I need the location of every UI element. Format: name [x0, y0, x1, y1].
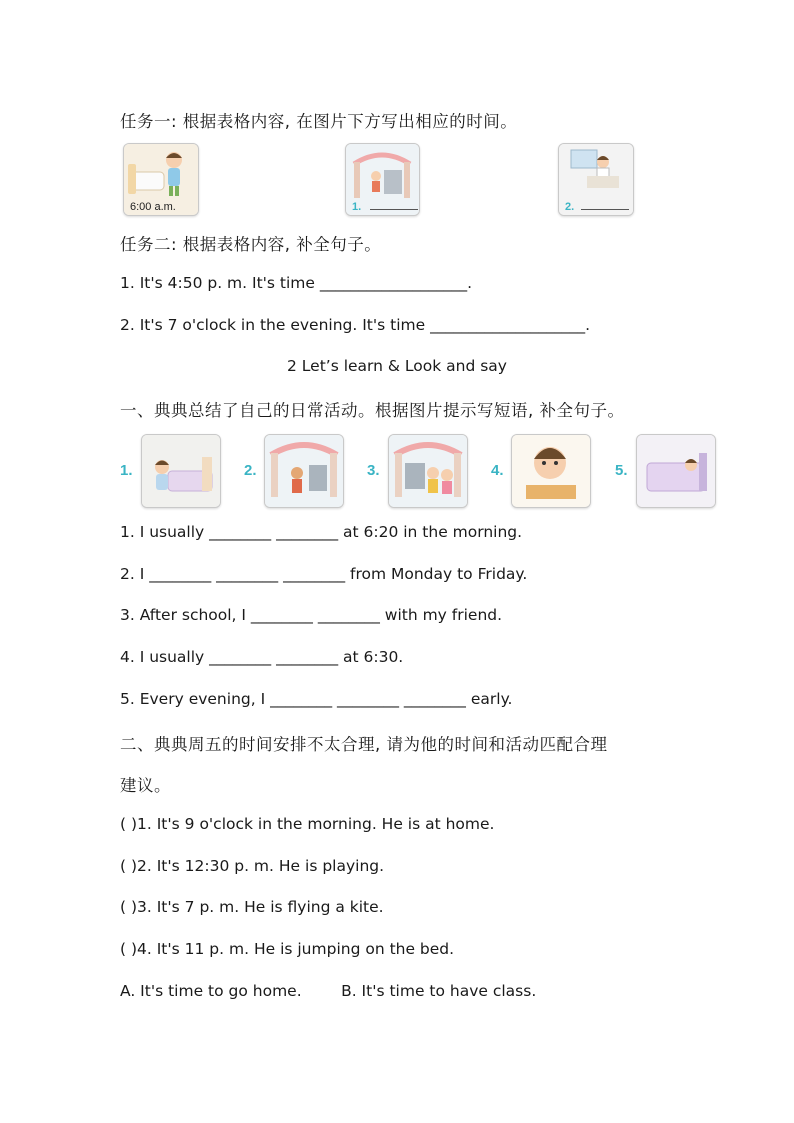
part1-sentence: 2. I ________ ________ ________ from Monday to Friday.: [120, 565, 528, 583]
part2-item: ( )4. It's 11 p. m. He is jumping on the bed.: [120, 940, 455, 958]
part2-title: 二、典典周五的时间安排不太合理, 请为他的时间和活动匹配合理: [120, 735, 608, 754]
task1-title: 任务一: 根据表格内容, 在图片下方写出相应的时间。: [120, 112, 518, 131]
picture-eat-dinner: [511, 434, 591, 508]
picture-number: 5.: [615, 462, 628, 479]
picture-number: 2.: [244, 462, 257, 479]
go-to-bed-illustration: [637, 435, 715, 507]
picture-go-home: [388, 434, 468, 508]
picture-go-to-school: [264, 434, 344, 508]
part2-item: ( )1. It's 9 o'clock in the morning. He is at home.: [120, 815, 495, 833]
task2-sentence: 2. It's 7 o'clock in the evening. It's time ____________________.: [120, 316, 590, 334]
picture-boy-at-desk: [558, 143, 634, 216]
go-home-illustration: [389, 435, 467, 507]
picture-number: 4.: [491, 462, 504, 479]
task2-sentence: 1. It's 4:50 p. m. It's time ___________________.: [120, 274, 473, 292]
picture-caption: 6:00 a.m.: [130, 201, 176, 213]
answer-line: [581, 209, 629, 210]
picture-caption: 1.: [352, 201, 362, 213]
picture-go-to-bed: [636, 434, 716, 508]
section-title: 2 Let’s learn & Look and say: [287, 357, 507, 375]
part2-item: ( )2. It's 12:30 p. m. He is playing.: [120, 857, 385, 875]
picture-school-gate: [345, 143, 420, 216]
part1-sentence: 1. I usually ________ ________ at 6:20 in the morning.: [120, 523, 523, 541]
part2-options: A. It's time to go home. B. It's time to have class.: [120, 982, 537, 1000]
part1-sentence: 3. After school, I ________ ________ with my friend.: [120, 606, 503, 624]
go-to-school-illustration: [265, 435, 343, 507]
picture-number: 3.: [367, 462, 380, 479]
picture-number: 1.: [120, 462, 133, 479]
part1-title: 一、典典总结了自己的日常活动。根据图片提示写短语, 补全句子。: [120, 401, 625, 420]
part1-sentence: 5. Every evening, I ________ ________ ________ early.: [120, 690, 513, 708]
part2-item: ( )3. It's 7 p. m. He is flying a kite.: [120, 898, 384, 916]
eat-dinner-illustration: [512, 435, 590, 507]
picture-get-up: [141, 434, 221, 508]
picture-caption: 2.: [565, 201, 575, 213]
picture-boy-waking-up: [123, 143, 199, 216]
part2-title-continued: 建议。: [120, 776, 171, 795]
part1-sentence: 4. I usually ________ ________ at 6:30.: [120, 648, 404, 666]
task2-title: 任务二: 根据表格内容, 补全句子。: [120, 235, 382, 254]
get-up-illustration: [142, 435, 220, 507]
answer-line: [370, 209, 418, 210]
